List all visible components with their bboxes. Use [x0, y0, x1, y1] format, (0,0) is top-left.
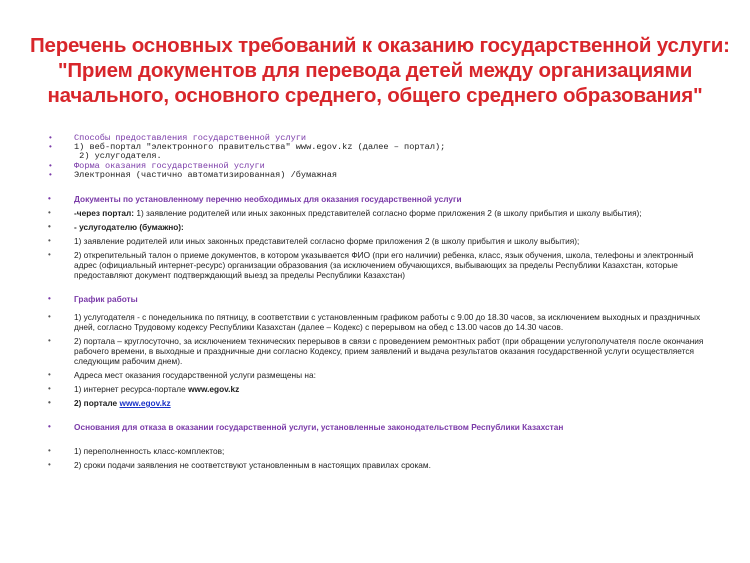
item-text: Адреса мест оказания государственной услуги размещены на:: [74, 370, 316, 381]
bullet: •: [48, 422, 51, 432]
bullet: •: [48, 294, 51, 304]
item-text: 2) портала – круглосуточно, за исключением технических перерывов в связи с проведением ремонтных работ (при обращении услугополучателя после окончания рабочего времени, в выходные и праздничные дни согласно Кодексу, прием заявлений и выдача результатов оказания государственной услуги осуществляется следующим рабочим днем).: [74, 336, 704, 367]
section-heading-methods: Способы предоставления государственной услуги: [74, 133, 307, 143]
bullet: •: [48, 336, 51, 346]
list-item: [48, 336, 708, 366]
bullet: •: [48, 312, 51, 322]
list-item: [48, 370, 708, 380]
bullet: •: [48, 446, 51, 456]
title-line-3: начального, основного среднего, общего среднего образования": [47, 84, 703, 107]
bullet: •: [48, 208, 51, 218]
item-text: - услугодателю (бумажно):: [74, 222, 184, 233]
list-item: [48, 312, 708, 332]
bullet: •: [48, 384, 51, 394]
item-text: 1) заявление родителей или иных законных представителей согласно форме приложения 2 (в школу прибытия и школу выбытия);: [74, 236, 580, 247]
bullet: •: [48, 398, 51, 408]
item-text: 1) веб-портал "электронного правительства" www.egov.kz (далее – портал);: [74, 142, 446, 153]
bullet: •: [48, 370, 51, 380]
list-item: [48, 446, 708, 456]
item-text-bold: -через портал:: [74, 208, 135, 219]
item-text: 1) переполненность класс-комплектов;: [74, 446, 225, 457]
list-item: [48, 222, 708, 232]
title-line-2: "Прием документов для перевода детей между организациями: [57, 59, 693, 82]
item-text: 1) интернет ресурса-портале: [74, 384, 189, 395]
bullet: •: [48, 236, 51, 246]
bullet: •: [48, 222, 51, 232]
item-text: 2) сроки подачи заявления не соответствуют установленным в настоящих правилах срокам.: [74, 460, 431, 471]
list-item: [48, 294, 708, 304]
bullet: •: [48, 161, 53, 171]
list-item: [48, 250, 708, 280]
item-text: 2) портале: [74, 398, 120, 409]
section-heading-documents: Документы по установленному перечню необходимых для оказания государственной услуги: [74, 194, 462, 205]
list-item: [48, 398, 708, 408]
page-title: [30, 33, 730, 108]
item-text: Электронная (частично автоматизированная) /бумажная: [74, 169, 338, 180]
title-line-1: Перечень основных требований к оказанию государственной услуги:: [30, 34, 730, 57]
list-item: [48, 460, 708, 470]
list-item: [48, 194, 708, 204]
list-item: [48, 422, 708, 432]
bullet: •: [48, 143, 53, 153]
requirements-list: [48, 134, 708, 470]
bullet: •: [48, 194, 51, 204]
bullet: •: [48, 250, 51, 260]
egov-url-text: www.egov.kz: [188, 384, 240, 395]
section-heading-refusal: Основания для отказа в оказании государственной услуги, установленные законодательством Республики Казахстан: [74, 422, 564, 433]
egov-link[interactable]: www.egov.kz: [119, 398, 171, 409]
list-item: [48, 143, 708, 161]
list-item: [48, 384, 708, 394]
bullet: •: [48, 460, 51, 470]
item-text: 2) услугодателя.: [74, 151, 162, 162]
item-text: 2) открепительный талон о приеме документов, в котором указывается ФИО (при его наличии) ребенка, класс, язык обучения, школа, телефоны и электронный адрес (официальный интернет-ресурс) организации образования (за исключением обучающихся, выбывающих за пределы Республики Казахстан, которые предоставляют документ подтверждающий выезд за пределы Республики Казахстан): [74, 250, 694, 281]
list-item: [48, 208, 708, 218]
section-heading-schedule: График работы: [74, 294, 138, 305]
list-item: [48, 171, 708, 180]
item-text: 1) заявление родителей или иных законных представителей согласно форме приложения 2 (в школу прибытия и школу выбытия);: [134, 208, 642, 219]
bullet: •: [48, 134, 53, 143]
bullet: •: [48, 170, 53, 180]
list-item: [48, 236, 708, 246]
section-heading-form: Форма оказания государственной услуги: [74, 160, 265, 171]
item-text: 1) услугодателя - с понедельника по пятницу, в соответствии с установленным графиком работы с 9.00 до 18.30 часов, за исключением выходных и праздничных дней, согласно Трудовому кодексу Республики Казахстан (далее – Кодекс) с перерывом на обед с 13.00 часов до 14.30 часов.: [74, 312, 701, 333]
